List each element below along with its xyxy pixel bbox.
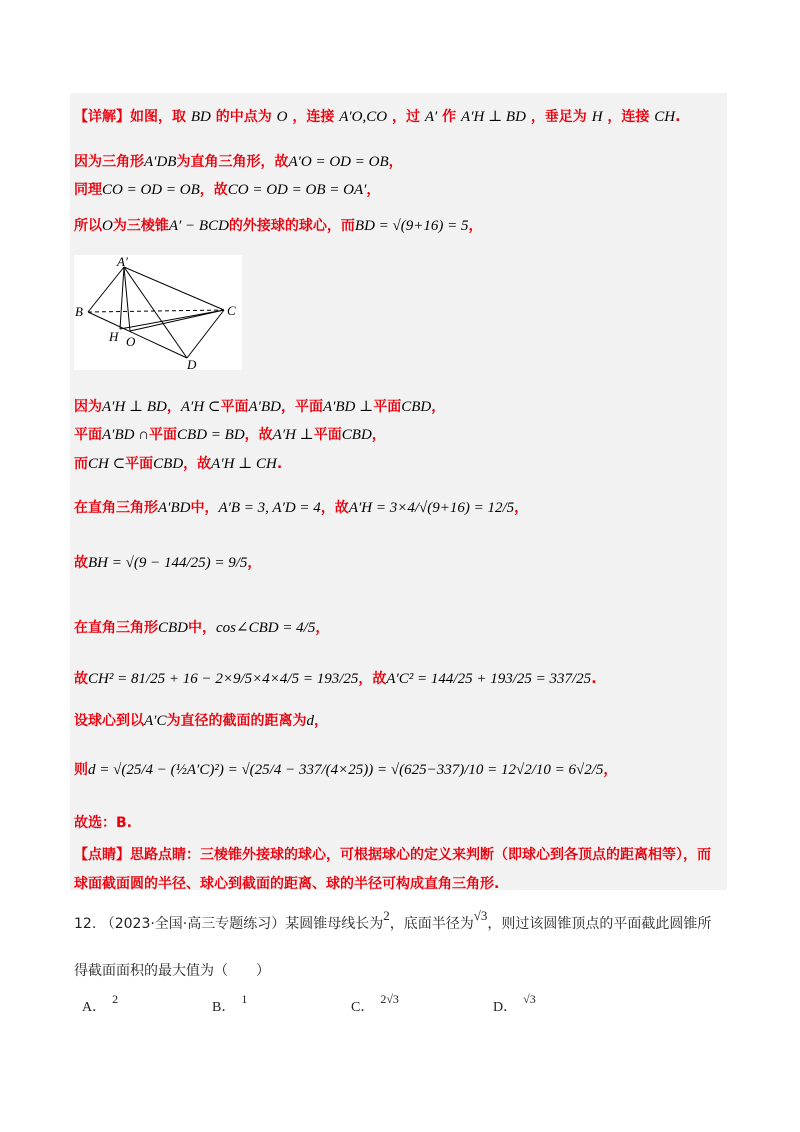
solution-line-9 bbox=[74, 552, 261, 572]
solution-line-13 bbox=[74, 759, 617, 779]
text: . bbox=[591, 671, 597, 687]
pyramid-figure bbox=[74, 255, 242, 370]
hint-tag: 【点睛】 bbox=[74, 847, 130, 863]
math: A′B = 3, A′D = 4 bbox=[218, 500, 321, 516]
math: cos∠CBD = 4/5 bbox=[216, 620, 316, 636]
text: ，故 bbox=[244, 427, 273, 443]
question-source: （2023·全国·高三专题练习） bbox=[100, 916, 286, 932]
text: 如图，取 bbox=[130, 109, 186, 125]
math: A′O = OD = OB bbox=[288, 154, 389, 170]
math: A′ bbox=[424, 109, 438, 125]
question-number: 12. bbox=[74, 916, 97, 932]
math: A′C bbox=[144, 713, 167, 729]
text: ，平面 bbox=[280, 399, 323, 415]
solution-line-12 bbox=[74, 710, 328, 730]
text: ，故 bbox=[183, 456, 212, 472]
text: ，故 bbox=[320, 500, 349, 516]
text: ，过 bbox=[391, 109, 420, 125]
text: ，底面半径为 bbox=[389, 916, 474, 932]
label-d: D bbox=[187, 357, 197, 370]
text: 在直角三角形 bbox=[74, 620, 158, 636]
text: ， bbox=[366, 182, 381, 198]
text: 设球心到以 bbox=[74, 713, 144, 729]
text: 平面 bbox=[149, 427, 178, 443]
solution-line-2 bbox=[74, 151, 403, 171]
text: 故 bbox=[74, 555, 88, 571]
solution-line-3 bbox=[74, 179, 380, 199]
option-label: A． bbox=[82, 1000, 107, 1015]
question-line-1 bbox=[74, 908, 712, 933]
math: CH² = 81/25 + 16 − 2×9/5×4×4/5 = 193/25 bbox=[88, 671, 359, 687]
text: ， bbox=[313, 713, 328, 729]
math: A′H = 3×4/√(9+16) = 12/5 bbox=[348, 500, 515, 516]
option-c[interactable] bbox=[351, 992, 399, 1016]
label-o: O bbox=[126, 334, 136, 349]
text: . bbox=[675, 109, 681, 125]
math: A′C² = 144/25 + 193/25 = 337/25 bbox=[386, 671, 592, 687]
text: 平面 bbox=[74, 427, 102, 443]
math: A′H ⊥ bbox=[272, 427, 314, 443]
math: A′H ⊥ CH bbox=[211, 456, 277, 472]
solution-line-4 bbox=[74, 215, 483, 235]
option-value: 1 bbox=[241, 992, 248, 1006]
text: 的外接球的球心，而 bbox=[228, 218, 355, 234]
text: 因为 bbox=[74, 399, 102, 415]
text: 球面截面圆的半径、球心到截面的距离、球的半径可构成直角三角形. bbox=[74, 876, 500, 892]
option-value: 2 bbox=[112, 992, 119, 1006]
text: ， bbox=[468, 218, 483, 234]
text: . bbox=[276, 456, 283, 472]
solution-line-6 bbox=[74, 424, 386, 444]
math: CO = OD = OB bbox=[102, 182, 200, 198]
option-d[interactable] bbox=[493, 992, 536, 1016]
edge-hc bbox=[120, 310, 224, 329]
math: d = √(25/4 − (½A′C)²) = √(25/4 − 337/(4×25)) = √(625−337)/10 = 12√2/10 = 6√2/5 bbox=[88, 762, 604, 778]
text: 平面 bbox=[373, 399, 402, 415]
math: CBD bbox=[158, 620, 188, 636]
math: CO = OD = OB = OA′ bbox=[227, 182, 367, 198]
text: 因为三角形 bbox=[74, 154, 144, 170]
text: 故 bbox=[74, 671, 88, 687]
solution-line-8 bbox=[74, 497, 528, 517]
edge-ao bbox=[124, 267, 130, 331]
text: 某圆锥母线长为 bbox=[285, 916, 384, 932]
edge-bc-hidden bbox=[88, 310, 224, 312]
math: CBD bbox=[341, 427, 372, 443]
text: ，故 bbox=[358, 671, 387, 687]
question-line-2 bbox=[74, 960, 270, 980]
solution-line-15 bbox=[74, 844, 711, 864]
text: 同理 bbox=[74, 182, 102, 198]
math: A′O,CO bbox=[339, 109, 388, 125]
math: BH = √(9 − 144/25) = 9/5 bbox=[88, 555, 248, 571]
math: A′BD ∩ bbox=[102, 427, 150, 443]
text: 得截面面积的最大值为（ ） bbox=[74, 963, 270, 979]
text: ， bbox=[514, 500, 529, 516]
pyramid-diagram bbox=[74, 255, 242, 370]
text: 平面 bbox=[313, 427, 342, 443]
text: 作 bbox=[442, 109, 457, 125]
text: ，故 bbox=[199, 182, 228, 198]
text: ， bbox=[247, 555, 262, 571]
option-value: 2√3 bbox=[380, 992, 399, 1006]
math: BD bbox=[190, 109, 211, 125]
math: d bbox=[306, 713, 314, 729]
text: 则 bbox=[74, 762, 88, 778]
math: √3 bbox=[473, 908, 488, 923]
text: ，垂足为 bbox=[530, 109, 587, 125]
text: ，连接 bbox=[292, 109, 335, 125]
text: ， bbox=[315, 620, 330, 636]
math: BD = √(9+16) = 5 bbox=[354, 218, 469, 234]
text: ， bbox=[431, 399, 446, 415]
label-c: C bbox=[227, 303, 236, 318]
text: ， bbox=[166, 399, 181, 415]
math: A′H ⊥ BD bbox=[102, 399, 167, 415]
text: 思路点睛：三棱锥外接球的球心，可根据球心的定义来判断（即球心到各顶点的距离相等），而 bbox=[130, 847, 711, 863]
text: ， bbox=[371, 427, 386, 443]
solution-line-11 bbox=[74, 668, 597, 688]
option-a[interactable] bbox=[82, 992, 119, 1016]
text: 故选：B. bbox=[74, 815, 132, 831]
math: A′DB bbox=[144, 154, 177, 170]
option-b[interactable] bbox=[212, 992, 248, 1016]
math: A′BD bbox=[158, 500, 191, 516]
edge-bd bbox=[88, 312, 187, 358]
solution-line-14 bbox=[74, 812, 132, 832]
math: A′H ⊂ bbox=[180, 399, 221, 415]
solution-line-1 bbox=[74, 106, 680, 126]
text: ， bbox=[603, 762, 618, 778]
math: A′H ⊥ BD bbox=[461, 109, 526, 125]
solution-line-7 bbox=[74, 453, 282, 473]
solution-line-10 bbox=[74, 617, 329, 637]
text: ，则过该圆锥顶点的平面截此圆锥所 bbox=[487, 916, 712, 932]
math: CBD = BD bbox=[177, 427, 245, 443]
text: 所以 bbox=[74, 218, 102, 234]
text: 为直角三角形，故 bbox=[176, 154, 289, 170]
text: 中， bbox=[190, 500, 219, 516]
text: 为直径的截面的距离为 bbox=[166, 713, 307, 729]
text: 平面 bbox=[125, 456, 154, 472]
math: A′BD bbox=[248, 399, 281, 415]
math: O bbox=[276, 109, 288, 125]
math: CBD bbox=[401, 399, 432, 415]
label-a: A′ bbox=[117, 255, 128, 269]
math: H bbox=[591, 109, 603, 125]
text: 的中点为 bbox=[215, 109, 272, 125]
label-h: H bbox=[109, 329, 119, 344]
option-value: √3 bbox=[523, 992, 536, 1006]
text: 在直角三角形 bbox=[74, 500, 158, 516]
math: 2 bbox=[383, 908, 390, 923]
option-label: D． bbox=[493, 1000, 518, 1015]
math: CH bbox=[654, 109, 676, 125]
text: 而 bbox=[74, 456, 88, 472]
text: 中， bbox=[188, 620, 216, 636]
label-b: B bbox=[75, 304, 83, 319]
math: CBD bbox=[153, 456, 184, 472]
math: CH ⊂ bbox=[88, 456, 126, 472]
text: ， bbox=[388, 154, 403, 170]
math: A′BD ⊥ bbox=[322, 399, 374, 415]
math: A′ − BCD bbox=[168, 218, 229, 234]
text: 平面 bbox=[220, 399, 249, 415]
option-label: B． bbox=[212, 1000, 236, 1015]
text: ，连接 bbox=[607, 109, 650, 125]
option-label: C． bbox=[351, 1000, 375, 1015]
text: 为三棱锥 bbox=[112, 218, 169, 234]
edge-ah bbox=[120, 267, 124, 329]
detail-tag: 【详解】 bbox=[74, 109, 130, 125]
solution-line-16 bbox=[74, 873, 499, 893]
edge-ab bbox=[88, 267, 124, 312]
solution-line-5 bbox=[74, 396, 445, 416]
math: O bbox=[102, 218, 113, 234]
